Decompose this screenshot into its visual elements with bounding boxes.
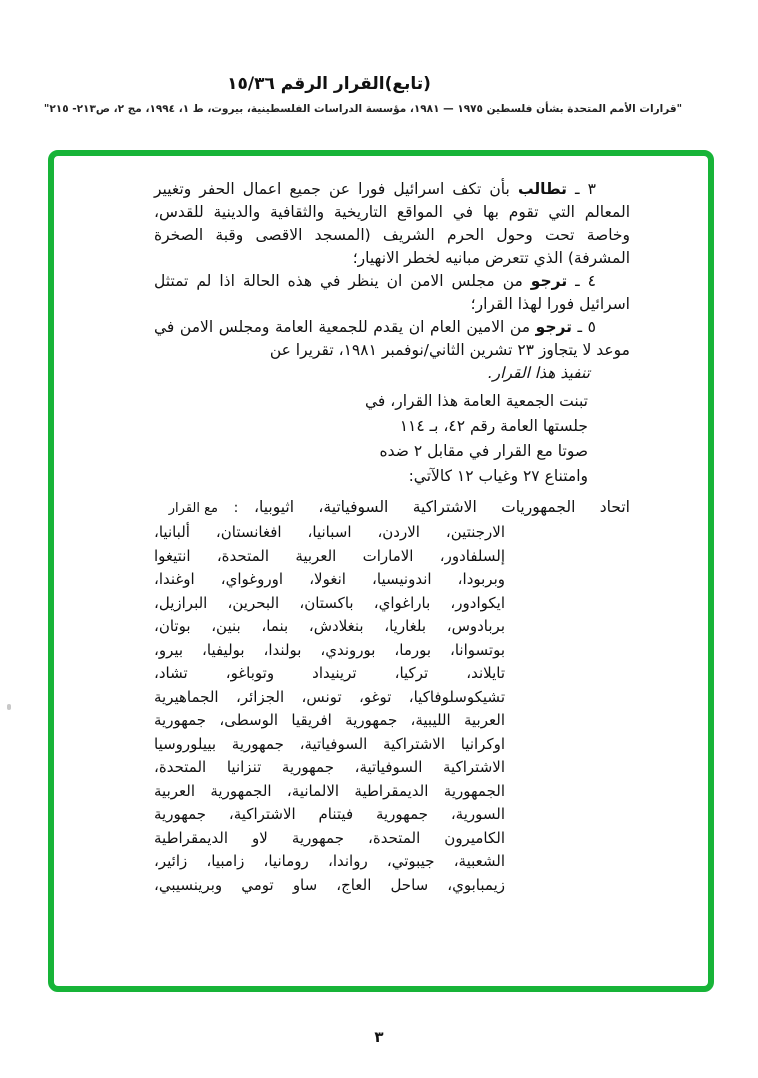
vote-label-separator: :	[233, 500, 239, 516]
vote-country-line: الكاميرون المتحدة، جمهورية لاو الديمقراطية	[154, 828, 505, 847]
paragraph-3-lead: تطالب	[517, 180, 567, 198]
resolution-body	[154, 178, 630, 897]
closing-line: تنفيذ هذا القرار.	[487, 364, 590, 382]
resolution-title: (تابع)القرار الرقم ١٥/٣٦	[227, 74, 431, 94]
paragraph-5-text: من الامين العام ان يقدم للجمعية العامة ومجلس الامن في موعد لا يتجاوز ٢٣ تشرين الثاني/نوفمبر ١٩٨١، تقريرا عن	[154, 318, 630, 359]
vote-country-line: السورية، جمهورية فيتنام الاشتراكية، جمهورية	[154, 805, 505, 823]
paragraph-4-text: من مجلس الامن ان ينظر في هذه الحالة اذا لم تمتثل اسرائيل فورا لهذا القرار؛	[154, 272, 630, 313]
vote-country-line: بربادوس، بلغاريا، بنغلادش، بنما، بنين، بوتان،	[154, 617, 505, 635]
vote-country-line: اتحاد الجمهوريات الاشتراكية السوفياتية، اثيوبيا،	[254, 498, 630, 516]
adoption-note-line: جلستها العامة رقم ٤٢، بـ ١١٤	[399, 417, 588, 435]
adoption-note	[154, 389, 588, 489]
vote-country-line: بوتسوانا، بورما، بوروندي، بولندا، بوليفيا، بيرو،	[154, 640, 505, 659]
paragraph-3-text: بأن تكف اسرائيل فورا عن جميع اعمال الحفر وتغيير المعالم التي تقوم بها في المواقع التاريخية والثقافية والدينية للقدس، وخاصة تحت وحول الحرم الشريف (المسجد الاقصى وقبة الصخرة المشرفة) الذي تتعرض مبانيه لخطر الانهيار؛	[154, 180, 630, 267]
vote-in-favor-row	[154, 495, 630, 521]
vote-in-favor-label: مع القرار	[168, 501, 218, 516]
vote-country-line: تايلاند، تركيا، ترينيداد وتوباغو، تشاد،	[154, 664, 505, 682]
vote-country-line: الاشتراكية السوفياتية، جمهورية تنزانيا المتحدة،	[154, 758, 505, 776]
adoption-note-line: وامتناع ٢٧ وغياب ١٢ كالآتي:	[408, 467, 588, 485]
vote-country-line: تشيكوسلوفاكيا، توغو، تونس، الجزائر، الجماهيرية	[154, 687, 505, 706]
vote-country-line: وبربودا، اندونيسيا، انغولا، اوروغواي، اوغندا،	[154, 570, 505, 588]
vote-country-line: اوكرانيا الاشتراكية السوفياتية، جمهورية بييلوروسيا	[154, 734, 505, 753]
adoption-note-line: تبنت الجمعية العامة هذا القرار، في	[365, 392, 588, 410]
page-number: ٣	[374, 1028, 384, 1046]
green-border-box	[48, 150, 714, 992]
vote-country-line: الارجنتين، الاردن، اسبانيا، افغانستان، ألبانيا،	[154, 523, 505, 541]
paragraph-5-number: ٥ ـ	[571, 318, 596, 336]
vote-country-line: الجمهورية الديمقراطية الالمانية، الجمهورية العربية	[154, 781, 505, 800]
paragraph-3	[154, 178, 630, 270]
paragraph-5	[154, 316, 630, 362]
paragraph-3-number: ٣ ـ	[566, 180, 596, 198]
vote-country-line: العربية الليبية، جمهورية افريقيا الوسطى، جمهورية	[154, 711, 505, 729]
vote-country-line: الشعبية، جيبوتي، رواندا، رومانيا، زامبيا، زائير،	[154, 852, 505, 870]
adoption-note-line: صوتا مع القرار في مقابل ٢ ضده	[379, 442, 588, 460]
vote-country-line: إلسلفادور، الامارات العربية المتحدة، انتيغوا	[154, 546, 505, 565]
source-citation: "قرارات الأمم المتحدة بشأن فلسطين ١٩٧٥ — ١٩٨١، مؤسسة الدراسات الفلسطينية، بيروت، ط ١، ١٩٩٤، مج ٢، ص٢١٣- ٢١٥"	[43, 103, 683, 115]
paragraph-4	[154, 270, 630, 316]
paragraph-5-lead: ترجو	[535, 318, 572, 336]
vote-country-line: زيمبابوي، ساحل العاج، ساو تومي وبرينسيبي،	[154, 875, 505, 894]
paragraph-4-number: ٤ ـ	[567, 272, 596, 290]
paragraph-4-lead: ترجو	[530, 272, 568, 290]
vote-country-list	[154, 521, 630, 897]
scan-speck	[7, 704, 11, 710]
vote-country-line: ايكوادور، باراغواي، باكستان، البحرين، البرازيل،	[154, 593, 505, 612]
page-header	[0, 74, 758, 115]
